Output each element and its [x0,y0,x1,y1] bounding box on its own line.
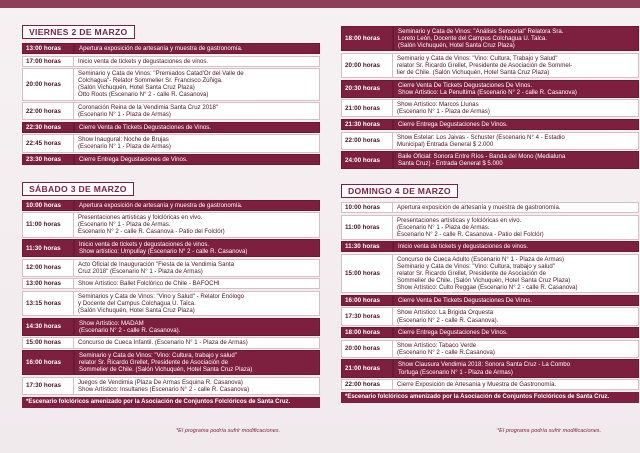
event-description [393,295,639,306]
schedule-row [341,215,639,240]
event-description [74,154,320,165]
event-line: Baile Oficial: Sonora Entre Ríos - Banda del Mono (Medialuna [398,153,566,161]
event-line: Tortuga (Escenario N° 1 - Plaza de Armas) [398,368,513,376]
event-description [393,327,639,338]
schedule-row [22,350,320,375]
event-time: 13:15 horas [22,291,74,316]
event-description [74,318,320,336]
event-time: 15:00 horas [22,337,74,348]
event-line: Colchagua"- Relator Sommelier Sr. Francisco Zúñiga. [78,77,223,85]
schedule-row [341,340,639,358]
schedule-row [22,154,320,165]
schedule-row [341,327,639,338]
event-line: Show Clausura Vendimia 2018: Sonora Santa Cruz - La Combo [398,361,571,369]
schedule-row [22,56,320,67]
schedule-row [341,99,639,117]
event-line: Show Artístico: Marcos Llunas [397,101,479,109]
event-line: relator Sr. Ricardo Grellet, Presidente de Asociación de [397,270,547,278]
event-time: 21:00 horas [341,99,393,117]
event-description [393,119,639,130]
event-description [393,80,639,98]
event-time: 21:00 horas [341,359,393,377]
event-line: Seminarios y Cata de Vinos: "Vino y Salud" - Relator Enólogo [78,292,245,300]
schedule-row [22,122,320,133]
event-line: Seminario y Cata de Vinos: "Análisis Sensorial" Relatora Sra. [398,28,564,35]
event-description [74,68,320,100]
event-description [74,350,320,375]
event-time: 20:00 horas [22,68,74,100]
event-line: Cruz 2018" (Escenario N° 1 - Plaza de Armas) [78,267,203,275]
event-description [393,202,639,213]
event-line: (Escenario N° 1 - Plaza de Armas. [397,223,490,231]
event-description [393,215,639,240]
event-time: 14:30 horas [22,318,74,336]
event-description [393,26,639,51]
event-line: Sommelier de Chile. (Salón Vichuquén, Hotel Santa Cruz Plaza) [79,366,253,374]
event-line: (Escenario N° 1 - Plaza de Armas) [78,143,171,151]
schedule-viernes-cont [341,26,639,169]
event-description [74,278,320,289]
schedule-row [341,295,639,306]
event-line: Show Estelar: Los Jaivas - Schuster (Escenario N° 4 - Estadio [397,133,565,141]
event-description [393,53,639,78]
disclaimer-left: *El programa podría sufrir modificaciones. [176,428,281,434]
event-line: (Escenario N° 2 - calle R. Casanova). [79,326,181,334]
event-line: Show artístico: Umpullay (Escenario N° 2 - calle R. Casanova) [79,248,248,256]
day-title-viernes: VIERNES 2 DE MARZO [22,25,135,39]
event-time: 11:00 horas [22,212,74,237]
event-line: Apertura exposición de artesanía y muestra de gastronomía. [397,203,561,211]
event-line: Cierre Entrega Degustaciones De Vinos. [398,329,508,337]
event-description [74,43,320,54]
event-time: 21:30 horas [341,119,393,130]
event-description [74,134,320,152]
event-time: 23:30 horas [22,154,74,165]
schedule-row [341,359,639,377]
schedule-row [22,291,320,316]
event-line: (Salón Vichuquén, Hotel Santa Cruz Plaza) [78,84,195,92]
schedule-row [22,318,320,336]
schedule-row [22,239,320,257]
schedule-row [22,337,320,348]
schedule-row [341,119,639,130]
schedule-row [341,307,639,325]
event-line: Show Artístico: La Penultima (Escenario N° 2 - calle R. Casanova) [398,88,577,96]
schedule-row [22,68,320,100]
schedule-row [341,241,639,252]
event-line: Juegos de Vendimia (Plaza De Armas Esquina R. Casanova) [78,378,243,386]
schedule-sabado [22,200,320,395]
event-line: Inicio venta de tickets y degustaciones de vinos. [78,57,209,65]
event-line: (Escenario N° 1 - Plaza de Armas. [78,221,171,229]
event-time: 10:00 horas [341,202,393,213]
event-description [74,122,320,133]
schedule-row [341,379,639,390]
event-line: (Escenario N° 2 - calle R. Casanova). [397,316,499,324]
event-description [74,259,320,277]
event-line: Inicio venta de tickets y degustaciones de vinos. [79,241,210,248]
event-line: Coronación Reina de la Vendimia Santa Cruz 2018" [78,104,219,112]
event-line: (Salón Vichuquén, Hotel Santa Cruz Plaza) [78,307,195,315]
event-time: 22:45 horas [22,134,74,152]
schedule-row [22,200,320,211]
event-line: Otto Roots (Escenario N° 2 - calle R. Casanova) [78,91,209,99]
event-time: 17:30 horas [22,377,74,395]
event-description [74,337,320,348]
event-time: 16:00 horas [341,295,393,306]
event-line: (Escenario N° 1 - Plaza de Armas) [397,108,490,116]
schedule-row [22,259,320,277]
event-time: 22:00 horas [341,379,393,390]
schedule-domingo [341,202,639,390]
event-line: Presentaciones artísticas y folclóricas en vivo. [78,214,203,222]
schedule-row [22,134,320,152]
event-time: 22:30 horas [22,122,74,133]
event-line: Sommelier de Chile. (Salón Vichuquén, Hotel Santa Cruz Plaza) [397,277,571,285]
event-time: 22:00 horas [341,132,393,150]
event-description [393,132,639,150]
event-time: 20:00 horas [341,53,393,78]
event-line: Cierre Entrega Degustaciones De Vinos. [398,120,508,128]
event-time: 20:00 horas [341,340,393,358]
event-line: relator Sr. Ricardo Grellet, Presidente de Asociación de [79,359,229,367]
schedule-row [341,151,639,169]
event-line: Concurso de Cueca Adulto (Escenario N° 1 - Plaza de Armas) [397,255,565,263]
event-line: Seminario y Cata de Vinos: "Premiados Catad'Or del Valle de [78,70,244,78]
event-line: Seminario y Cata de Vinos: "Vino: Cultura, Trabajo y Salud" [397,54,558,62]
event-line: Show Artístico: Insultanes (Escenario N° 2 - calle R. Casanova) [78,385,250,393]
event-line: Apertura exposición de artesanía y muestra de gastronomía. [79,201,243,209]
event-description [74,56,320,67]
event-time: 11:00 horas [341,215,393,240]
event-line: Inicio venta de tickets y degustaciones de vinos. [398,243,529,251]
event-description [74,200,320,211]
event-time: 11:30 horas [22,239,74,257]
event-time: 18:00 horas [341,327,393,338]
event-time: 16:00 horas [22,350,74,375]
event-line: Loreto León, Docente del Campus Colchagua U. Talca. [398,35,547,43]
event-line: Santa Cruz) - Entrada General $ 5.000 [398,160,503,168]
disclaimer-right: *El programa podría sufrir modificaciones. [497,428,602,434]
event-time: 12:00 horas [22,259,74,277]
event-line: Show Artístico: Tabaco Verde [397,341,477,349]
event-description [393,254,639,293]
event-time: 15:00 horas [341,254,393,293]
event-line: (Escenario N° 2 - calle R.Casanova) [397,348,495,356]
event-line: Presentaciones artísticas y folclóricas en vivo. [397,216,522,224]
schedule-row [22,212,320,237]
event-line: Escenario N° 2 - calle R. Casanova - Patio del Folclór) [397,230,544,238]
event-line: Municipal) Entrada General $ 2.000 [397,140,494,148]
right-column [341,26,639,403]
schedule-row [22,278,320,289]
event-time: 17:30 horas [341,307,393,325]
event-time: 11:30 horas [341,241,393,252]
schedule-row [341,254,639,293]
event-time: 22:00 horas [22,102,74,120]
event-line: (Escenario N° 1 - Plaza de Armas) [78,111,171,119]
schedule-row [22,43,320,54]
folklore-note-left: *Escenario folclóricos amenizado por la Asociación de Conjuntos Folclóricos de Santa Cruz. [22,397,320,408]
event-time: 18:00 horas [341,26,393,51]
event-line: Show Artístico: Culto Reggae (Escenario N° 2 - calle R. Casanova) [397,284,578,292]
left-column [22,22,320,408]
event-time: 24:00 horas [341,151,393,169]
event-description [393,241,639,252]
event-time: 17:00 horas [22,56,74,67]
event-line: y Docente del Campus Colchagua U. Talca. [78,300,196,308]
event-line: lier de Chile. (Salón Vichuquén, Hotel Santa Cruz Plaza) [397,68,550,76]
event-description [74,212,320,237]
schedule-row [341,53,639,78]
event-description [74,102,320,120]
event-time: 10:00 horas [22,200,74,211]
event-description [393,151,639,169]
event-description [393,379,639,390]
event-line: Cierre Venta de Tickets Degustaciones de Vinos. [79,123,211,131]
schedule-row [341,132,639,150]
event-line: (Salón Vichuquén, Hotel Santa Cruz Plaza) [398,42,515,50]
event-description [74,291,320,316]
event-line: Apertura exposición de artesanía y muestra de gastronomía. [79,45,243,52]
event-line: Cierre Exposición de Artesanía y Muestra de Gastronomía. [397,381,557,389]
event-line: relator Sr. Ricardo Grellet, Presidente de Asociación de Sommel- [397,61,573,69]
event-time: 13:00 horas [22,43,74,54]
event-line: Acto Oficial de Inauguración "Fiesta de la Vendimia Santa [78,260,234,268]
day-title-domingo: DOMINGO 4 DE MARZO [341,184,458,198]
event-description [74,377,320,395]
schedule-row [341,202,639,213]
event-line: Show Inaugural: Noche de Brujas [78,136,169,144]
schedule-viernes [22,43,320,165]
schedule-row [341,80,639,98]
event-description [393,307,639,325]
event-line: Show Artístico: MADAM [79,319,144,327]
event-line: Cierre Venta De Tickets Degustaciones De Vinos. [398,81,533,89]
top-band [0,0,640,8]
schedule-row [341,26,639,51]
folklore-note-right: *Escenario folclóricos amenizado por la Asociación de Conjuntos Folclóricos de Santa Cruz. [341,392,639,403]
event-description [393,359,639,377]
event-line: Concurso de Cueca Infantil. (Escenario N° 1 - Plaza de Armas) [78,339,248,347]
event-description [393,340,639,358]
schedule-row [22,377,320,395]
event-line: Seminario y Cata de Vinos: "Vino: Cultura, trabajo y salud" [397,262,555,270]
event-line: Escenario N° 2 - calle R. Casanova - Patio del Folclór) [78,228,225,236]
event-description [393,99,639,117]
event-description [74,239,320,257]
event-line: Seminario y Cata de Vinos: "Vino: Cultura, trabajo y salud" [79,352,237,360]
event-line: Cierre Venta De Tickets Degustaciones De Vinos. [398,296,533,304]
day-title-sabado: SÁBADO 3 DE MARZO [22,182,134,196]
event-time: 13:00 horas [22,278,74,289]
schedule-row [22,102,320,120]
event-line: Show Artístico: La Brigida Orquesta [397,309,494,317]
event-line: Show Artístico: Ballet Folclórico de Chile - BAFOCHI [78,280,220,288]
event-line: Cierre Entrega Degustaciones de Vinos. [79,156,188,164]
event-time: 20:30 horas [341,80,393,98]
